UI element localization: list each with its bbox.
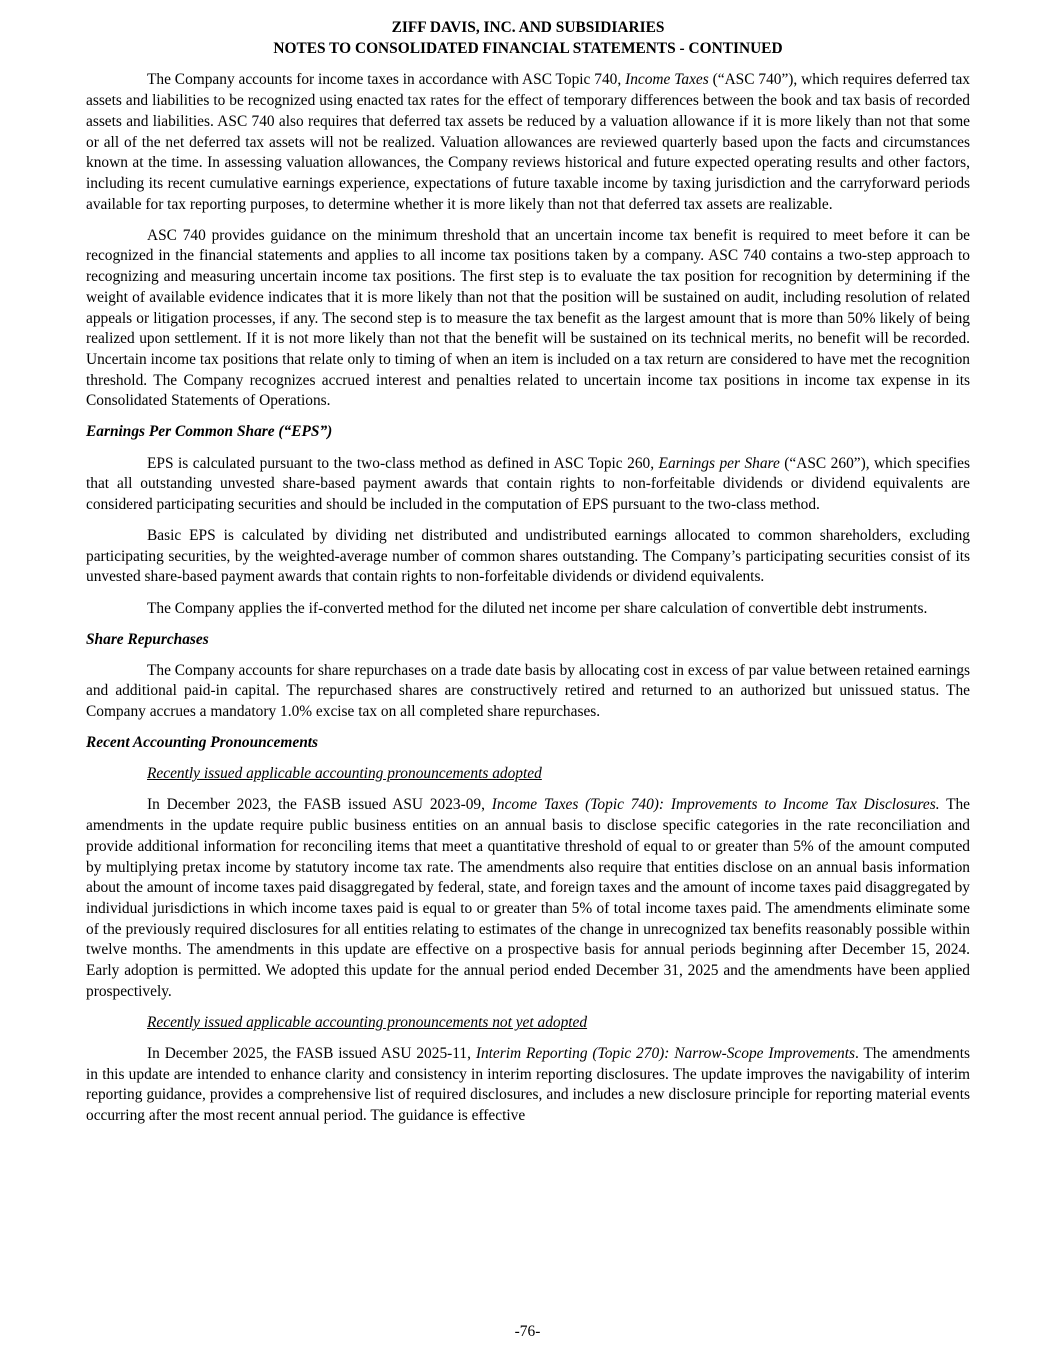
eps-paragraph-3: The Company applies the if-converted method for the diluted net income per share calculation of convertible debt instruments. bbox=[147, 599, 928, 617]
page-title: NOTES TO CONSOLIDATED FINANCIAL STATEMENTS - CONTINUED bbox=[273, 39, 783, 57]
document-page bbox=[86, 18, 970, 1137]
company-name: ZIFF DAVIS, INC. AND SUBSIDIARIES bbox=[391, 19, 665, 36]
share-repurchases-heading: Share Repurchases bbox=[86, 630, 209, 648]
not-adopted-paragraph: In December 2025, the FASB issued ASU 2025-11, Interim Reporting (Topic 270): Narrow-Scope Improvements. The amendments in this update are intended to enhance clarity and consistency in interim reporting disclosures. The update improves the navigability of interim reporting guidance, provides a comprehensive list of required disclosures, and includes a new disclosure principle for reporting material events occurring after the most recent annual period. The guidance is effective bbox=[86, 1044, 970, 1125]
eps-paragraph-1: EPS is calculated pursuant to the two-class method as defined in ASC Topic 260, Earnings per Share (“ASC 260”), which specifies that all outstanding unvested share-based payment awards that contain rights to non-forfeitable dividends or dividend equivalents are considered participating securities and should be included in the computation of EPS pursuant to the two-class method. bbox=[86, 454, 970, 513]
not-adopted-subheading: Recently issued applicable accounting pronouncements not yet adopted bbox=[147, 1013, 588, 1031]
adopted-subheading: Recently issued applicable accounting pronouncements adopted bbox=[147, 765, 542, 783]
adopted-paragraph: In December 2023, the FASB issued ASU 2023-09, Income Taxes (Topic 740): Improvements to Income Tax Disclosures. The amendments in the update require public business entities on an annual basis to disclose specific categories in the rate reconciliation and provide additional information for reconciling items that meet a quantitative threshold of equal to or greater than 5% of the amount computed by multiplying pretax income by statutory income tax rate. The amendments also require that entities disclose on an annual basis information about the amount of income taxes paid disaggregated by federal, state, and foreign taxes and the amount of income taxes paid disaggregated by individual jurisdictions in which income taxes paid is equal to or greater than 5% of total income taxes paid. The amendments eliminate some of the previously required disclosures for all entities relating to estimates of the change in unrecognized tax benefits reasonably possible within twelve months. The amendments in this update are effective on a prospective basis for annual periods beginning after December 15, 2024. Early adoption is permitted. We adopted this update for the annual period ended December 31, 2025 and the amendments have been applied prospectively. bbox=[86, 796, 971, 1000]
income-tax-paragraph-2: ASC 740 provides guidance on the minimum threshold that an uncertain income tax benefit is required to meet before it can be recognized in the financial statements and applies to all income tax positions taken by a company. ASC 740 contains a two-step approach to recognizing and measuring uncertain income tax positions. The first step is to evaluate the tax position for recognition by determining if the weight of available evidence indicates that it is more likely than not that the position will be sustained on audit, including resolution of related appeals or litigation processes, if any. The second step is to measure the tax benefit as the largest amount that is more than 50% likely of being realized upon settlement. If it is not more likely than not that the benefit will be sustained on its technical merits, no benefit will be recorded. Uncertain income tax positions that relate only to timing of when an item is included on a tax return are considered to have met the recognition threshold. The Company recognizes accrued interest and penalties related to uncertain income tax positions in income tax expense in its Consolidated Statements of Operations. bbox=[86, 226, 970, 410]
share-repurchases-paragraph: The Company accounts for share repurchases on a trade date basis by allocating cost in excess of par value between retained earnings and additional paid-in capital. The repurchased shares are constructively retired and returned to an authorized but unissued status. The Company accrues a mandatory 1.0% excise tax on all completed share repurchases. bbox=[86, 661, 970, 721]
eps-paragraph-2: Basic EPS is calculated by dividing net distributed and undistributed earnings allocated to common shareholders, excluding participating securities, by the weighted-average number of common shares outstanding. The Company’s participating securities consist of its unvested share-based payment awards that contain rights to non-forfeitable dividends or dividend equivalents. bbox=[86, 527, 970, 586]
eps-heading: Earnings Per Common Share (“EPS”) bbox=[86, 423, 333, 441]
page-number: -76- bbox=[514, 1323, 541, 1340]
recent-pronouncements-heading: Recent Accounting Pronouncements bbox=[86, 734, 319, 752]
income-tax-paragraph-1: The Company accounts for income taxes in accordance with ASC Topic 740, Income Taxes (“ASC 740”), which requires deferred tax assets and liabilities to be recognized using enacted tax rates for the effect of temporary differences between the book and tax basis of recorded assets and liabilities. ASC 740 also requires that deferred tax assets be reduced by a valuation allowance if it is more likely than not that some or all of the net deferred tax assets will not be realized. Valuation allowances are reviewed quarterly based upon the facts and circumstances known at the time. In assessing valuation allowances, the Company reviews historical and future expected operating results and other factors, including its recent cumulative earnings experience, expectations of future taxable income by taxing jurisdiction and the carryforward periods available for tax reporting purposes, to determine whether it is more likely than not that deferred tax assets are realizable. bbox=[86, 71, 970, 213]
